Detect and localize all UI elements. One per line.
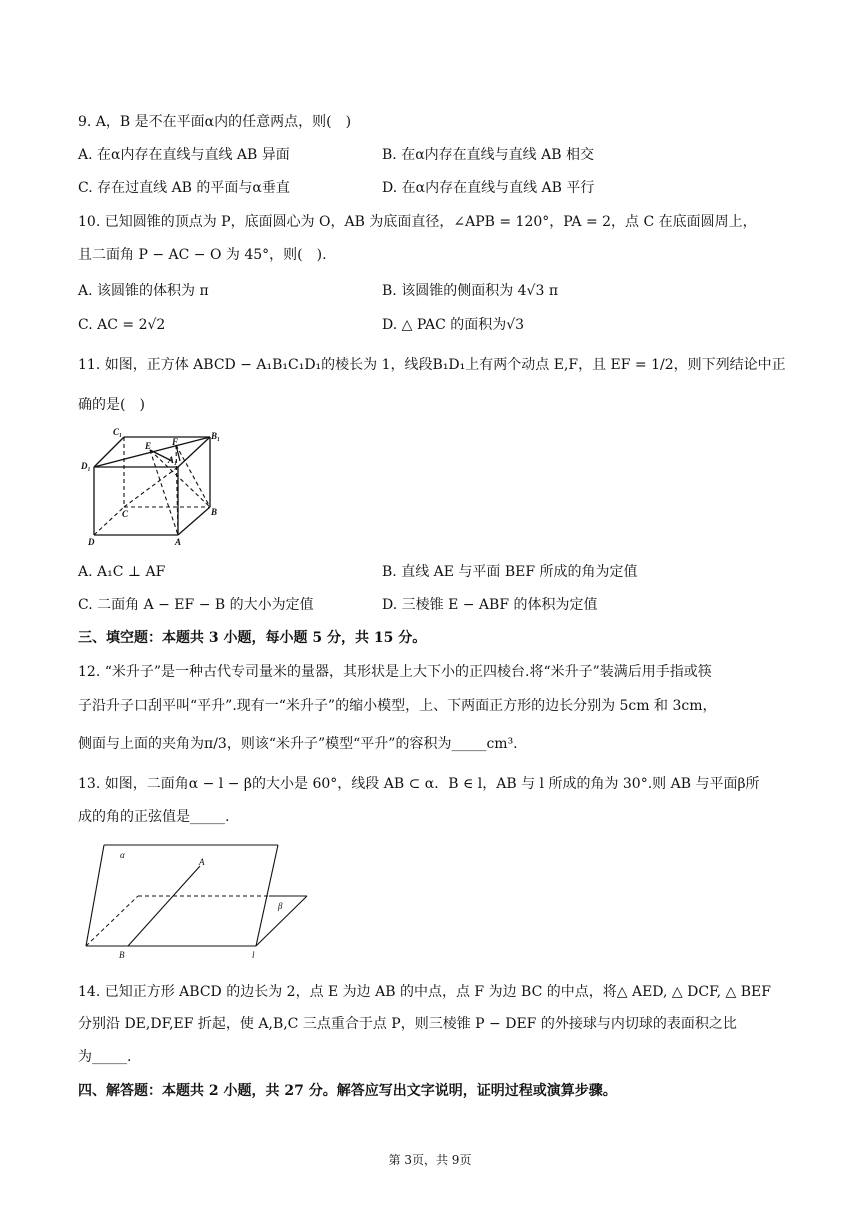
- q10-option-c: C. AC = 2√2: [78, 317, 166, 333]
- q9-option-d: D. 在α内存在直线与直线 AB 平行: [382, 180, 595, 196]
- q11-option-d: D. 三棱锥 E − ABF 的体积为定值: [382, 597, 598, 613]
- q10-stem-line1: 10. 已知圆锥的顶点为 P，底面圆心为 O，AB 为底面直径，∠APB = 120°，PA = 2，点 C 在底面圆周上，: [78, 214, 757, 230]
- section-4-heading: 四、解答题：本题共 2 小题，共 27 分。解答应写出文字说明，证明过程或演算步骤。: [78, 1083, 617, 1099]
- label-a: A: [175, 537, 182, 547]
- q11-stem-line1: 11. 如图，正方体 ABCD − A₁B₁C₁D₁的棱长为 1，线段B₁D₁上有两个动点 E,F，且 EF = 1/2，则下列结论中正: [78, 357, 786, 373]
- q12-line1: 12. “米升子”是一种古代专司量米的量器，其形状是上大下小的正四棱台.将“米升子”装满后用手指或筷: [78, 664, 712, 680]
- label-a: A: [199, 857, 205, 867]
- cube-figure: [80, 425, 230, 550]
- q10-option-a: A. 该圆锥的体积为 π: [78, 283, 209, 299]
- q11-stem-line2: 确的是( ): [78, 397, 145, 413]
- label-d: D: [88, 537, 95, 547]
- q12-line2: 子沿升子口刮平叫“平升”.现有一“米升子”的缩小模型，上、下两面正方形的边长分别为 5cm 和 3cm，: [78, 698, 717, 714]
- label-c1: C₁: [113, 427, 123, 437]
- q13-line2: 成的角的正弦值是_____.: [78, 809, 230, 825]
- page-footer: 第 3页，共 9页: [388, 1153, 472, 1167]
- q9-option-a: A. 在α内存在直线与直线 AB 异面: [78, 147, 290, 163]
- q10-option-b: B. 该圆锥的侧面积为 4√3 π: [382, 283, 559, 299]
- label-b: B: [119, 950, 125, 960]
- q9-stem: 9. A，B 是不在平面α内的任意两点，则( ): [78, 114, 352, 130]
- q14-line1: 14. 已知正方形 ABCD 的边长为 2，点 E 为边 AB 的中点，点 F 为边 BC 的中点，将△ AED, △ DCF, △ BEF: [78, 984, 771, 1000]
- q13-line1: 13. 如图，二面角α − l − β的大小是 60°，线段 AB ⊂ α．B ∈ l，AB 与 l 所成的角为 30°.则 AB 与平面β所: [78, 776, 760, 792]
- q11-option-a: A. A₁C ⊥ AF: [78, 564, 166, 580]
- label-f: F: [172, 437, 179, 447]
- dihedral-angle-figure: [82, 840, 312, 965]
- label-a1: A₁: [168, 455, 178, 465]
- q14-line2: 分别沿 DE,DF,EF 折起，使 A,B,C 三点重合于点 P，则三棱锥 P − DEF 的外接球与内切球的表面积之比: [78, 1016, 737, 1032]
- q9-option-b: B. 在α内存在直线与直线 AB 相交: [382, 147, 594, 163]
- label-d1: D₁: [81, 461, 91, 471]
- q9-option-c: C. 存在过直线 AB 的平面与α垂直: [78, 180, 290, 196]
- q10-option-d: D. △ PAC 的面积为√3: [382, 317, 525, 333]
- label-e: E: [145, 441, 152, 451]
- label-l: l: [252, 950, 255, 960]
- q10-stem-line2: 且二面角 P − AC − O 为 45°，则( ).: [78, 247, 327, 263]
- q12-line3: 侧面与上面的夹角为π/3，则该“米升子”模型“平升”的容积为_____cm³.: [78, 736, 518, 752]
- label-c: C: [122, 509, 129, 519]
- q11-option-b: B. 直线 AE 与平面 BEF 所成的角为定值: [382, 564, 638, 580]
- label-b1: B₁: [211, 431, 221, 441]
- q14-line3: 为_____.: [78, 1049, 132, 1065]
- label-alpha: α: [120, 850, 125, 860]
- label-beta: β: [278, 901, 283, 911]
- section-3-heading: 三、填空题：本题共 3 小题，每小题 5 分，共 15 分。: [78, 630, 427, 646]
- q11-option-c: C. 二面角 A − EF − B 的大小为定值: [78, 597, 314, 613]
- label-b: B: [211, 507, 218, 517]
